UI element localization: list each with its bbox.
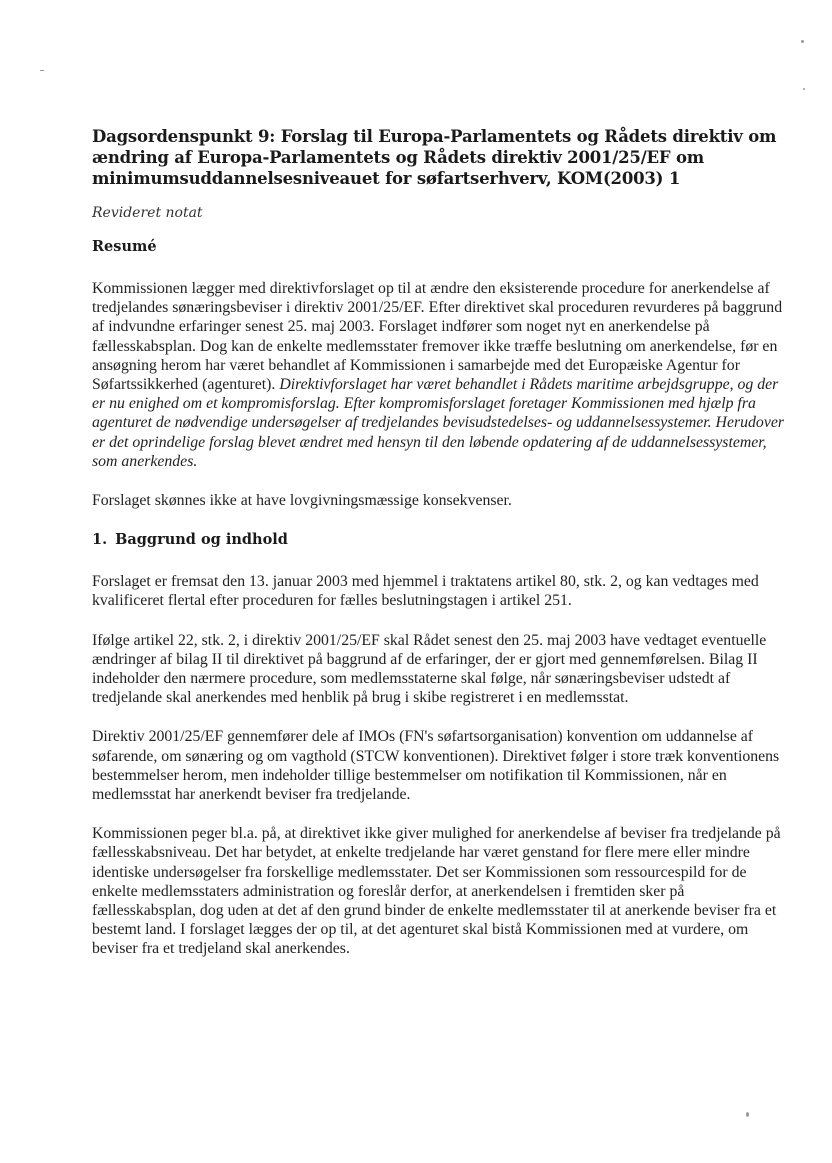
scan-speck xyxy=(803,88,805,90)
document-page xyxy=(92,126,792,979)
scan-speck xyxy=(40,70,44,71)
resume-heading: Resumé xyxy=(92,238,157,255)
section-1-title: Baggrund og indhold xyxy=(115,531,288,549)
resume-paragraph-2: Forslaget skønnes ikke at have lovgivningsmæssige konsekvenser. xyxy=(92,492,512,510)
document-subtitle: Revideret notat xyxy=(92,205,203,221)
scan-speck xyxy=(801,40,804,43)
section-1-paragraph-2: Ifølge artikel 22, stk. 2, i direktiv 2001/25/EF skal Rådet senest den 25. maj 2003 have vedtaget eventuelle ændringer af bilag II til direktivet på baggrund af de erfaringer, der er gjort med gennemførelsen. Bilag II indeholder den nærmere procedure, som medlemsstaterne skal følge, når sønæringsbeviser udstedt af tredjelande skal anerkendes med henblik på brug i skibe registreret i en medlemsstat. xyxy=(92,631,767,707)
resume-paragraph-1 xyxy=(92,279,792,471)
section-1-paragraph-4: Kommissionen peger bl.a. på, at direktivet ikke giver mulighed for anerkendelse af beviser fra tredjelande på fællesskabsniveau. Det har betydet, at enkelte tredjelande har været genstand for flere mere eller mindre identiske undersøgelser fra forskellige medlemsstater. Det ser Kommissionen som ressourcespild for de enkelte medlemsstaters administration og foreslår derfor, at anerkendelsen i fremtiden sker på fællesskabsplan, dog uden at det af den grund binder de enkelte medlemsstater til at anerkende beviser fra et bestemt land. I forslaget lægges der op til, at det agenturet skal bistå Kommissionen med at vurdere, om beviser fra et tredjeland skal anerkendes. xyxy=(92,825,781,958)
resume-paragraph-1-italic: Direktivforslaget har været behandlet i Rådets maritime arbejdsgruppe, og der er nu enighed om et kompromisforslag. Efter kompromisforslaget foretager Kommissionen med hjælp fra agenturet de nødvendige undersøgelser af tredjelandes bevisudstedelses- og uddannelsessystemer. Herudover er det oprindelige forslag blevet ændret med hensyn til den løbende opdatering af de uddannelsessystemer, som anerkendes. xyxy=(92,376,784,470)
section-1-paragraph-1: Forslaget er fremsat den 13. januar 2003 med hjemmel i traktatens artikel 80, stk. 2, og kan vedtages med kvalificeret flertal efter proceduren for fælles beslutningstagen i artikel 251. xyxy=(92,573,759,610)
document-title: Dagsordenspunkt 9: Forslag til Europa-Parlamentets og Rådets direktiv om ændring af Europa-Parlamentets og Rådets direktiv 2001/25/EF om minimumsuddannelsesniveauet for søfartserhverv, KOM(2003) 1 xyxy=(92,127,777,188)
section-1-paragraph-3: Direktiv 2001/25/EF gennemfører dele af IMOs (FN's søfartsorganisation) konvention om uddannelse af søfarende, om sønæring og om vagthold (STCW konventionen). Direktivet følger i store træk konventionens bestemmelser herom, men indeholder tillige bestemmelser om notifikation til Kommissionen, når en medlemsstat har anerkendt beviser fra tredjelande. xyxy=(92,728,780,804)
resume-paragraph-1-normal: Kommissionen lægger med direktivforslaget op til at ændre den eksisterende procedure for anerkendelse af tredjelandes sønæringsbeviser i direktiv 2001/25/EF. Efter direktivet skal proceduren revurderes på baggrund af indvundne erfaringer senest 25. maj 2003. Forslaget indfører som noget nyt en anerkendelse på fællesskabsplan. Dog kan de enkelte medlemsstater fremover ikke træffe beslutning om anerkendelse, før en ansøgning herom har været behandlet af Kommissionen i samarbejde med det Europæiske Agentur for Søfartssikkerhed (agenturet). xyxy=(92,280,783,394)
section-1-number: 1. xyxy=(92,531,108,549)
scan-speck xyxy=(746,1112,749,1117)
section-1-heading xyxy=(92,530,792,550)
